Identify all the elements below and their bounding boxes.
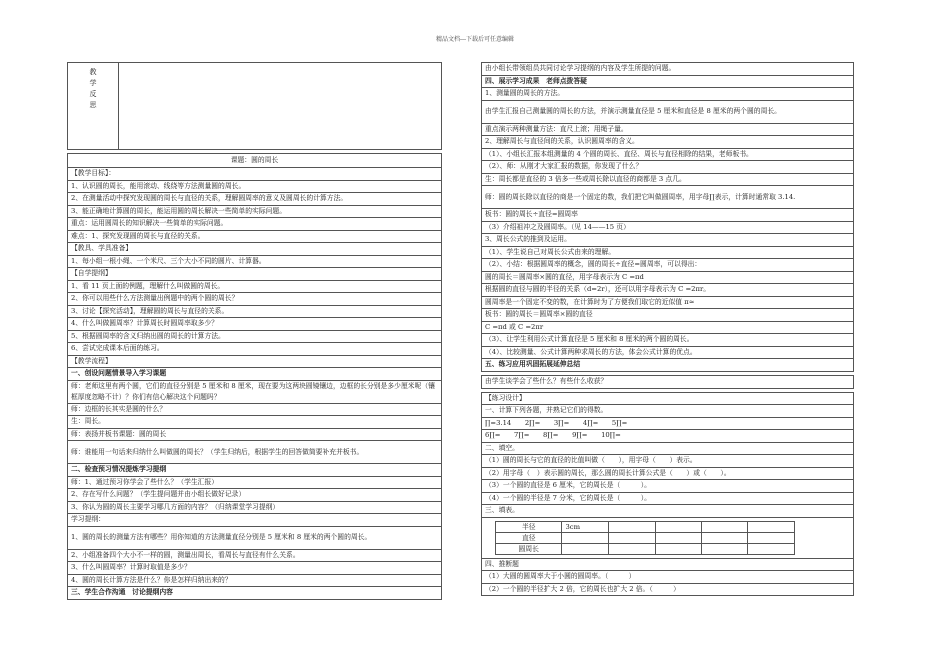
lesson-line: 【自学提纲】 [68,268,442,281]
process-line: 四、展示学习成果 老师点拨答疑 [482,75,854,88]
right-process-table [481,62,854,372]
fill-table-row [496,521,795,532]
lesson-line: 难点：1、探究发现圆的周长与直径的关系。 [68,230,442,243]
fill-table-row-label: 直径 [496,532,562,543]
lesson-line: 4、圆的周长计算方法是什么？你是怎样归纳出来的？ [68,574,442,587]
fill-table-cell-value [609,532,655,543]
exercise-line: 二、填空。 [482,442,854,455]
exercise-line: 四、推断题 [482,558,854,571]
lesson-line: 3、什么叫圆周率？计算时取值是多少？ [68,562,442,575]
process-line: 圆周率是一个固定不变的数，在计算时为了方便我们取它的近似值 π≈ [482,296,854,309]
process-line: 1、测量圆的周长的方法。 [482,88,854,101]
lesson-line: 2、小组准备四个大小不一样的圆，测量出周长，看周长与直径有什么关系。 [68,549,442,562]
process-line: （2）、师：从刚才大家汇报的数据，你发现了什么？ [482,161,854,174]
lesson-line: 3、能正确地计算圆的周长，能运用圆的周长解决一些简单的实际问题。 [68,205,442,218]
exercise-line: 三、填表。 [482,505,854,518]
reflection-char: 思 [89,101,97,109]
process-line: 根据圆的直径与圆的半径的关系（d=2r），还可以用字母表示为 C =2πr。 [482,284,854,297]
lesson-line: 学习提纲： [68,514,442,527]
lesson-line: 重点：运用圆周长的知识解决一些简单的实际问题。 [68,218,442,231]
lesson-line: 【教学目标】： [68,168,442,181]
right-column [481,62,854,596]
fill-table-cell-value [609,543,655,554]
lesson-line: 师：表扬并板书课题：圆的周长 [68,428,442,441]
lesson-line: 师：边框的长其实是圆的什么？ [68,403,442,416]
fill-table-cell-value [748,532,795,543]
process-line: （1）、学生说自己对周长公式由来的理解。 [482,246,854,259]
process-line: （3）介绍祖冲之及圆周率。（见 14——15 页） [482,221,854,234]
fill-table-cell-value [562,543,609,554]
reflection-char: 反 [89,90,97,98]
fill-table-cell-value [655,532,701,543]
exercise-line: （2）用字母（ ）表示圆的周长，那么圆的周长计算公式是（ ）或（ ）。 [482,467,854,480]
lesson-line: 1、认识圆的周长，能用滚动、线绕等方法测量圆的周长。 [68,180,442,193]
lesson-table [67,153,442,600]
fill-table-cell-value [702,521,748,532]
exercise-line: （3）一个圆的直径是 6 厘米，它的周长是（ ）。 [482,480,854,493]
page-header: 精品文档---下载后可任意编辑 [435,36,515,43]
fill-table-cell-value [748,521,795,532]
process-line: 重点演示两种测量方法：直尺上滚；用绳子量。 [482,123,854,136]
lesson-line: 2、存在写什么问题？（学生提问题并由小组长做好记录） [68,489,442,502]
fill-table-row-label: 圆周长 [496,543,562,554]
process-line: 师：圆的周长除以直径的商是一个固定的数，我们把它叫做圆周率，用字母∏表示，计算时通常取 3.14. [482,186,854,209]
lesson-line: 师：老师这里有两个圆，它们的直径分别是 5 厘米和 8 厘米，现在要为这两块圆镜镶边，边框的长分别是多少厘米呢（镶框厚度忽略不计）？你们有信心解决这个问题吗？ [68,380,442,403]
fill-table-cell-value [609,521,655,532]
exercise-line: （2）一个圆的半径扩大 2 倍，它的周长也扩大 2 倍。（ ） [482,583,854,596]
exercise-line: （1）圆的周长与它的直径的比值叫做（ ），用字母（ ）表示。 [482,455,854,468]
exercise-line: （4）一个圆的半径是 7 分米，它的周长是（ ）。 [482,492,854,505]
fill-table-cell-value [702,532,748,543]
process-line: （1）、小组长汇报本组测量的 4 个圆的周长、直径、周长与直径相除的结果，老师板书。 [482,148,854,161]
reflection-char: 教 [89,68,97,76]
exercise-line: 【练习设计】 [482,392,854,405]
lesson-line: 师：1、通过预习你学会了些什么？（学生汇报） [68,476,442,489]
process-line: 板书：圆的周长÷直径=圆周率 [482,209,854,222]
exercise-line: 一、计算下列各题，并熟记它们的得数。 [482,405,854,418]
process-line: 2、理解周长与直径间的关系，认识圆周率的含义。 [482,136,854,149]
fill-table-row [496,543,795,554]
fill-table-cell-value [748,543,795,554]
fill-table-cell-value [562,532,609,543]
summary-text: 由学生谈学会了些什么？有些什么收获？ [482,375,854,388]
fill-table [495,521,795,555]
reflection-table [67,62,442,150]
lesson-line: 2、你可以用些什么方法测量出例题中的两个圆的周长？ [68,293,442,306]
lesson-line: 三、学生合作沟通 讨论提纲内容 [68,587,442,600]
lesson-line: 生：周长。 [68,416,442,429]
lesson-line: 5、根据圆周率的含义归纳出圆的周长的计算方法。 [68,330,442,343]
process-line: 五、练习应用巩固拓展延伸总结 [482,359,854,372]
fill-table-cell-value [655,521,701,532]
lesson-title: 课题：圆的周长 [68,154,442,168]
lesson-line: 【教具、学具准备】 [68,243,442,256]
summary-table [481,375,854,389]
process-line: （3）、让学生利用公式计算直径是 5 厘米和 8 厘米的两个圆的周长。 [482,334,854,347]
process-line: 板书：圆的周长＝圆周率×圆的直径 [482,309,854,322]
left-column [67,62,442,600]
lesson-line: 2、在测量活动中探究发现圆的周长与直径的关系，理解圆周率的意义及圆周长的计算方法。 [68,193,442,206]
lesson-line: 4、什么叫做圆周率？计算周长时圆周率取多少？ [68,318,442,331]
lesson-line: 1、圆的周长的测量方法有哪些？用你知道的方法测量直径分别是 5 厘米和 8 厘米的两个圆的周长。 [68,526,442,549]
fill-table-cell-value [702,543,748,554]
process-line: 圆的周长＝圆周率×圆的直径，用字母表示为 C =πd [482,271,854,284]
fill-table-cell-value: 3cm [562,521,609,532]
fill-table-cell [482,517,854,558]
exercise-line: （1）大圆的圆周率大于小圆的圆周率。（ ） [482,571,854,584]
fill-table-row-label: 半径 [496,521,562,532]
exercise-table [481,392,854,597]
process-line: （4）、比较测量、公式计算两种求周长的方法，体会公式计算的优点。 [482,346,854,359]
lesson-line: 1、每小组一根小绳、一个米尺、三个大小不同的圆片、计算器。 [68,255,442,268]
process-line: （2）、小结：根据圆周率的概念，圆的周长÷直径=圆周率，可以得出： [482,259,854,272]
reflection-content [119,63,442,150]
lesson-line: 6、尝试完成课本后面的练习。 [68,343,442,356]
lesson-line: 一、创设问题情景导入学习课题 [68,368,442,381]
lesson-line: 二、检查预习情况提炼学习提纲 [68,464,442,477]
lesson-line: 【教学流程】 [68,355,442,368]
fill-table-cell-value [655,543,701,554]
reflection-label [68,63,119,150]
process-line: 由小组长带领组员共同讨论学习提纲的内容及学生所提的问题。 [482,63,854,76]
process-line: 生：周长都是直径的 3 倍多一些或周长除以直径的商都是 3 点几。 [482,173,854,186]
fill-table-row [496,532,795,543]
exercise-line: ∏=3.14 2∏= 3∏= 4∏= 5∏= [482,417,854,430]
lesson-line: 师：谁能用一句话来归纳什么叫做圆的周长？（学生归纳后，根据学生的回答做简要补充并板书。 [68,441,442,464]
lesson-line: 3、你认为圆的周长主要学习哪几方面的内容？（归纳课堂学习提纲） [68,501,442,514]
exercise-line: 6∏= 7∏= 8∏= 9∏= 10∏= [482,430,854,443]
process-line: C =πd 或 C =2πr [482,321,854,334]
process-line: 由学生汇报自己测量圆的周长的方法，并演示测量直径是 5 厘米和直径是 8 厘米的两个圆的周长。 [482,100,854,123]
lesson-line: 3、讨论【探究活动】，理解圆的周长与直径的关系。 [68,305,442,318]
lesson-line: 1、看 11 页上面的例题，理解什么叫做圆的周长。 [68,280,442,293]
reflection-char: 学 [89,79,97,87]
process-line: 3、周长公式的推到及运用。 [482,234,854,247]
